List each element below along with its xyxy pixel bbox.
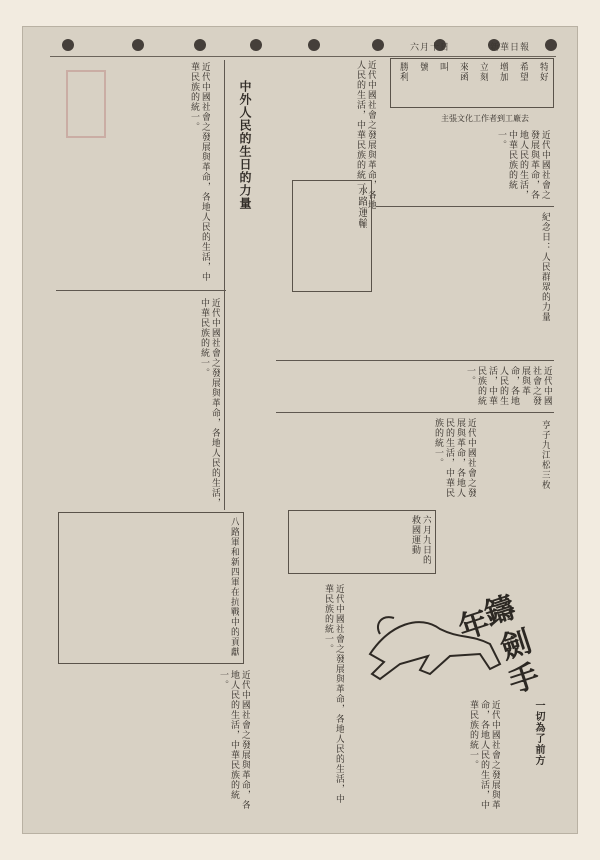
top-right-item: 叫 [438,62,448,72]
art-title-a: 年 [454,604,494,647]
art-title-b: 鑄 [480,590,520,633]
upper-center-text: 近代中國社會之發展與革命，各地人民的生活，中華民族的統一。 [355,60,376,210]
masthead-paper: 新華日報 [490,43,531,53]
lower-left-box-text: 八路軍和新四軍在抗戰中的貢獻 [229,517,239,657]
slogan-box: 主張文化工作者到工廠去 [441,114,529,123]
left-column-text: 近代中國社會之發展與革命，各地人民的生活，中華民族的統一。 [189,62,210,282]
art-title-d: 手 [504,658,544,701]
center-box-text: 水路運輸 [356,185,367,229]
main-headline: 中外人民的生日的力量 [238,80,252,210]
lower-middle-text: 近代中國社會之發展與革命，各地人民的生活，中華民族的統一。 [433,418,476,498]
bottom-right-text: 近代中國社會之發展與革命，各地人民的生活，中華民族的統一。 [468,700,500,810]
bottom-left-text: 近代中國社會之發展與革命，各地人民的生活，中華民族的統一。 [218,670,250,810]
top-right-item: 號 [418,62,428,72]
middle-right-column: 紀念日：人民群眾的力量 [540,212,550,322]
middle-text: 近代中國社會之發展與革命，各地人民的生活，中華民族的統一。 [465,366,552,406]
top-right-item: 特好 [538,62,548,82]
divider [376,206,554,207]
top-right-item: 來函 [458,62,468,82]
top-right-item: 增加 [498,62,508,82]
upper-right-text: 近代中國社會之發展與革命，各地人民的生活，中華民族的統一。 [496,130,550,200]
lower-center-box-text: 六月九日的救國運動 [410,515,431,565]
divider [224,60,225,510]
masthead-date: 六月十日 [410,43,451,53]
footer-column: 一切為了前方 [533,700,544,766]
left-column-text-lower: 近代中國社會之發展與革命，各地人民的生活，中華民族的統一。 [199,298,220,508]
center-box [292,180,372,292]
top-right-item: 立刻 [478,62,488,82]
lower-center-box [288,510,436,574]
divider [276,360,554,361]
divider [56,290,226,291]
top-right-item: 勝利 [398,62,408,82]
bottom-center-text: 近代中國社會之發展與革命，各地人民的生活，中華民族的統一。 [323,584,344,804]
art-title-c: 劍 [496,624,536,667]
lower-left-box [58,512,244,664]
top-right-item: 希望 [518,62,528,82]
masthead [50,38,556,57]
right-vertical-list: 亨子九江松三枚 [540,420,550,490]
divider [276,412,554,413]
